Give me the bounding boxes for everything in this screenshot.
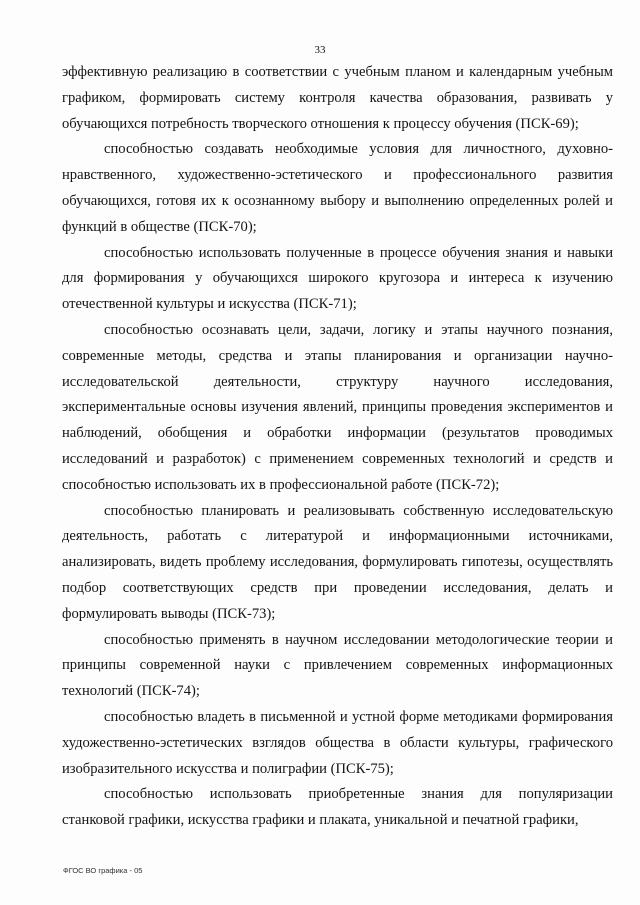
body-text (62, 60, 613, 834)
paragraph-psk-73: способностью планировать и реализовывать собственную исследовательскую деятельность, работать с литературой и информационными источниками, анализировать, видеть проблему исследования, формулировать гипотезы, осуществлять подбор соответствующих средств при проведении исследования, делать и формулировать выводы (ПСК-73); (62, 502, 613, 622)
paragraph-psk-75: способностью владеть в письменной и устной форме методиками формирования художественно-эстетических взглядов общества в области культуры, графического изобразительного искусства и полиграфии (ПСК-75); (62, 708, 613, 777)
footer-label: ФГОС ВО графика - 05 (63, 866, 143, 875)
paragraph-psk-74: способностью применять в научном исследовании методологические теории и принципы современной науки с привлечением современных информационных технологий (ПСК-74); (62, 631, 613, 700)
paragraph-psk-72: способностью осознавать цели, задачи, логику и этапы научного познания, современные методы, средства и этапы планирования и организации научно-исследовательской деятельности, структуру научного исследования, экспериментальные основы изучения явлений, принципы проведения экспериментов и наблюдений, обобщения и обработки информации (результатов проводимых исследований и разработок) с применением современных технологий и средств и способностью использовать их в профессиональной работе (ПСК-72); (62, 321, 613, 493)
paragraph-psk-70: способностью создавать необходимые условия для личностного, духовно-нравственного, художественно-эстетического и профессионального развития обучающихся, готовя их к осознанному выбору и выполнению определенных ролей и функций в обществе (ПСК-70); (62, 141, 613, 235)
paragraph-continuation: эффективную реализацию в соответствии с учебным планом и календарным учебным графиком, формировать систему контроля качества образования, развивать у обучающихся потребность творческого отношения к процессу обучения (ПСК-69); (62, 64, 613, 132)
paragraph-psk-71: способностью использовать полученные в процессе обучения знания и навыки для формирования у обучающихся широкого кругозора и интереса к изучению отечественной культуры и искусства (ПСК-71); (62, 244, 613, 313)
page-number: 33 (314, 44, 326, 56)
paragraph-psk-76-start: способностью использовать приобретенные знания для популяризации станковой графики, искусства графики и плаката, уникальной и печатной графики, (62, 786, 613, 829)
